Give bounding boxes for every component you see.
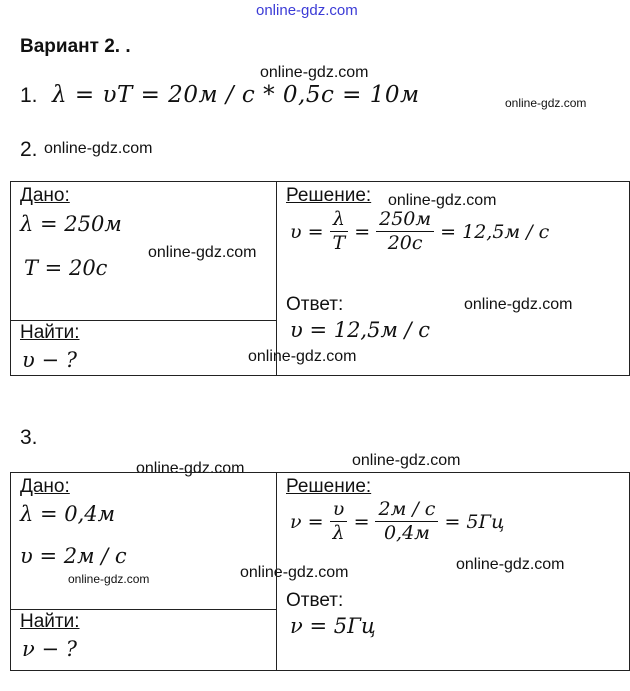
equals-sign: = xyxy=(354,220,371,243)
fraction-denominator: T xyxy=(332,232,346,254)
fraction xyxy=(330,210,349,253)
solution-formula xyxy=(290,500,504,543)
watermark: online-gdz.com xyxy=(68,572,150,586)
watermark: online-gdz.com xyxy=(248,348,357,365)
task1-number: 1. xyxy=(20,84,38,107)
equals-sign: = xyxy=(353,510,370,533)
watermark-top: online-gdz.com xyxy=(256,2,358,19)
watermark: online-gdz.com xyxy=(136,460,245,477)
formula-lhs: ν = xyxy=(290,510,324,533)
fraction-numerator: λ xyxy=(330,210,348,232)
watermark: online-gdz.com xyxy=(456,556,565,573)
watermark: online-gdz.com xyxy=(505,96,587,110)
solution-label: Решение: xyxy=(286,476,372,497)
table-divider xyxy=(276,181,277,376)
formula-result: = 5Гц xyxy=(444,510,505,533)
table-divider xyxy=(276,472,277,671)
page-title: Вариант 2. . xyxy=(20,36,131,57)
table-divider xyxy=(10,320,277,321)
answer-label: Ответ: xyxy=(286,590,344,611)
given-value: υ = 2м / с xyxy=(20,544,127,568)
task2-number: 2. xyxy=(20,138,38,161)
fraction xyxy=(376,210,434,253)
fraction-denominator: λ xyxy=(332,522,345,544)
given-value: λ = 0,4м xyxy=(20,502,116,526)
fraction-numerator: 250м xyxy=(376,210,434,232)
find-value: υ − ? xyxy=(22,348,77,372)
find-label: Найти: xyxy=(20,611,80,632)
watermark: online-gdz.com xyxy=(388,192,497,209)
watermark: online-gdz.com xyxy=(44,140,153,157)
given-value: λ = 250м xyxy=(20,212,122,236)
solution-formula xyxy=(290,210,549,253)
fraction xyxy=(375,500,438,543)
fraction-numerator: 2м / с xyxy=(375,500,438,522)
task1-formula: λ = υT = 20м / с * 0,5с = 10м xyxy=(52,82,420,108)
fraction-denominator: 20с xyxy=(387,232,423,254)
formula-result: = 12,5м / с xyxy=(440,220,550,243)
given-label: Дано: xyxy=(20,476,70,497)
watermark: online-gdz.com xyxy=(464,296,573,313)
answer-value: υ = 12,5м / с xyxy=(290,318,431,342)
fraction xyxy=(330,500,348,543)
answer-label: Ответ: xyxy=(286,294,344,315)
find-value: ν − ? xyxy=(22,637,77,661)
formula-lhs: υ = xyxy=(290,220,324,243)
fraction-denominator: 0,4м xyxy=(383,522,430,544)
watermark: online-gdz.com xyxy=(352,452,461,469)
task3-number: 3. xyxy=(20,426,38,449)
answer-value: ν = 5Гц xyxy=(290,614,376,638)
solution-label: Решение: xyxy=(286,185,372,206)
given-label: Дано: xyxy=(20,185,70,206)
find-label: Найти: xyxy=(20,322,80,343)
watermark: online-gdz.com xyxy=(260,64,369,81)
watermark: online-gdz.com xyxy=(148,244,257,261)
fraction-numerator: υ xyxy=(330,500,348,522)
given-value: T = 20с xyxy=(24,256,108,280)
table-divider xyxy=(10,609,277,610)
watermark: online-gdz.com xyxy=(240,564,349,581)
